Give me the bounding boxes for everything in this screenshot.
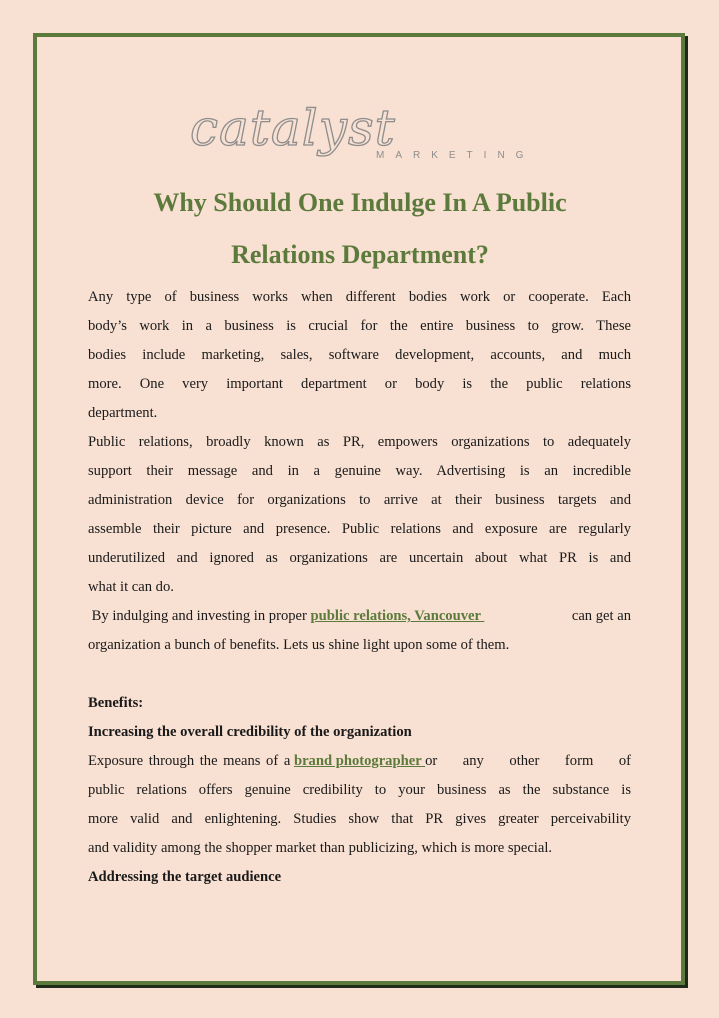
logo-subtitle: MARKETING	[376, 150, 535, 161]
paragraph-3-line: organization a bunch of benefits. Lets us shine light upon some of them.	[88, 637, 510, 653]
page-title-line-1: Why Should One Indulge In A Public	[153, 188, 567, 217]
paragraph-4-line: and validity among the shopper market than publicizing, which is more special.	[88, 840, 553, 856]
paragraph-2-line: what it can do.	[88, 579, 174, 595]
paragraph-2-line: Public relations, broadly known as PR, empowers organizations to adequately	[88, 434, 631, 450]
public-relations-vancouver-link[interactable]: public relations, Vancouver	[310, 608, 485, 624]
paragraph-3-text: By indulging and investing in proper	[88, 608, 311, 624]
subheading-target-audience: Addressing the target audience	[88, 869, 282, 885]
paragraph-1-line: more. One very important department or body is the public relations	[88, 376, 631, 392]
paragraph-1-line: body’s work in a business is crucial for the entire business to grow. These	[88, 318, 631, 334]
catalyst-marketing-logo	[190, 98, 535, 170]
paragraph-2-line: assemble their picture and presence. Public relations and exposure are regularly	[88, 521, 631, 537]
paragraph-4-text: or any other form of	[425, 753, 632, 769]
subheading-credibility: Increasing the overall credibility of the organization	[88, 724, 412, 740]
paragraph-4-text: Exposure through the means of a	[88, 753, 294, 769]
logo-script-text: catalyst	[190, 99, 396, 157]
benefits-heading: Benefits:	[88, 695, 144, 711]
brand-photographer-link[interactable]: brand photographer	[293, 753, 426, 769]
article-body	[88, 283, 631, 892]
paragraph-2-line: underutilized and ignored as organizations are uncertain about what PR is and	[88, 550, 631, 566]
paragraph-4-line	[88, 747, 631, 776]
paragraph-1-line: Any type of business works when different bodies work or cooperate. Each	[88, 289, 631, 305]
paragraph-4-line: public relations offers genuine credibility to your business as the substance is	[88, 782, 631, 798]
paragraph-3-line	[88, 602, 631, 631]
paragraph-1-line: department.	[88, 405, 158, 421]
paragraph-2-line: administration device for organizations to arrive at their business targets and	[88, 492, 631, 508]
blank-line	[88, 660, 631, 689]
paragraph-3-text: can get an	[571, 608, 631, 624]
paragraph-4-line: more valid and enlightening. Studies show that PR gives greater perceivability	[88, 811, 631, 827]
paragraph-1-line: bodies include marketing, sales, software development, accounts, and much	[88, 347, 631, 363]
paragraph-2-line: support their message and in a genuine way. Advertising is an incredible	[88, 463, 631, 479]
page-title-line-2: Relations Department?	[231, 240, 489, 269]
